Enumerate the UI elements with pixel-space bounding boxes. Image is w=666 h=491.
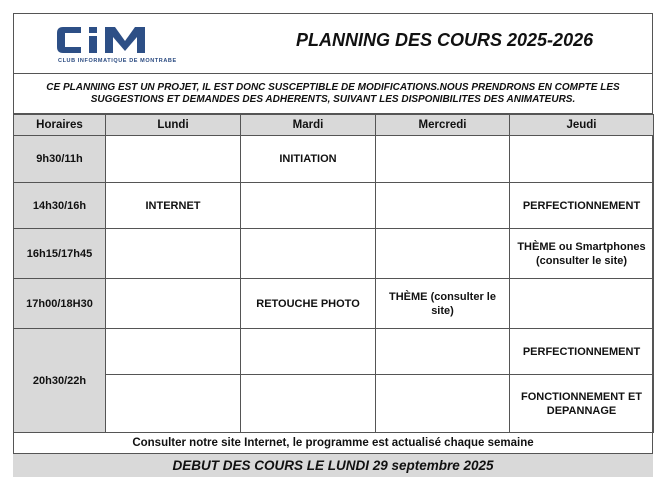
table-row (14, 279, 654, 329)
cell-jeudi (510, 136, 654, 183)
cell-mercredi (376, 136, 510, 183)
time-cell: 16h15/17h45 (14, 229, 106, 279)
header-mardi: Mardi (241, 115, 376, 136)
cell-mardi (241, 375, 376, 433)
cell-jeudi: PERFECTIONNEMENT (510, 329, 654, 375)
cell-mardi (241, 229, 376, 279)
cell-lundi (106, 136, 241, 183)
cell-lundi (106, 329, 241, 375)
cell-lundi (106, 279, 241, 329)
time-cell: 17h00/18H30 (14, 279, 106, 329)
cell-jeudi: FONCTIONNEMENT ET DEPANNAGE (510, 375, 654, 433)
cell-mardi (241, 183, 376, 229)
cell-lundi (106, 375, 241, 433)
time-cell: 14h30/16h (14, 183, 106, 229)
page-title: PLANNING DES COURS 2025-2026 (296, 30, 594, 50)
header-lundi: Lundi (106, 115, 241, 136)
table-row (14, 183, 654, 229)
cell-jeudi: THÈME ou Smartphones (consulter le site) (510, 229, 654, 279)
cell-jeudi: PERFECTIONNEMENT (510, 183, 654, 229)
cell-mardi (241, 329, 376, 375)
table-row (14, 329, 654, 375)
table-row (14, 229, 654, 279)
header-jeudi: Jeudi (510, 115, 654, 136)
table-row (14, 375, 654, 433)
notice-text: CE PLANNING EST UN PROJET, IL EST DONC SUSCEPTIBLE DE MODIFICATIONS.NOUS PRENDRONS EN COMPTE LES SUGGESTIONS ET DEMANDES DES ADHERENTS, SUIVANT LES DISPONIBILITES DES ANIMATEURS. (13, 74, 653, 114)
header (13, 13, 653, 74)
cell-mercredi (376, 375, 510, 433)
cell-mercredi: THÈME (consulter le site) (376, 279, 510, 329)
footer-note: Consulter notre site Internet, le programme est actualisé chaque semaine (13, 432, 653, 454)
cell-lundi: INTERNET (106, 183, 241, 229)
table-header-row (14, 115, 654, 136)
time-cell: 20h30/22h (14, 329, 106, 433)
time-cell: 9h30/11h (14, 136, 106, 183)
footer-start-date: DEBUT DES COURS LE LUNDI 29 septembre 2025 (13, 454, 653, 477)
table-row (14, 136, 654, 183)
cell-lundi (106, 229, 241, 279)
cell-jeudi (510, 279, 654, 329)
cell-mercredi (376, 329, 510, 375)
cell-mardi: RETOUCHE PHOTO (241, 279, 376, 329)
header-horaires: Horaires (14, 115, 106, 136)
header-mercredi: Mercredi (376, 115, 510, 136)
cell-mercredi (376, 229, 510, 279)
logo-subtitle: CLUB INFORMATIQUE DE MONTRABE (58, 58, 177, 64)
cell-mardi: INITIATION (241, 136, 376, 183)
cell-mercredi (376, 183, 510, 229)
schedule-table (13, 114, 654, 433)
